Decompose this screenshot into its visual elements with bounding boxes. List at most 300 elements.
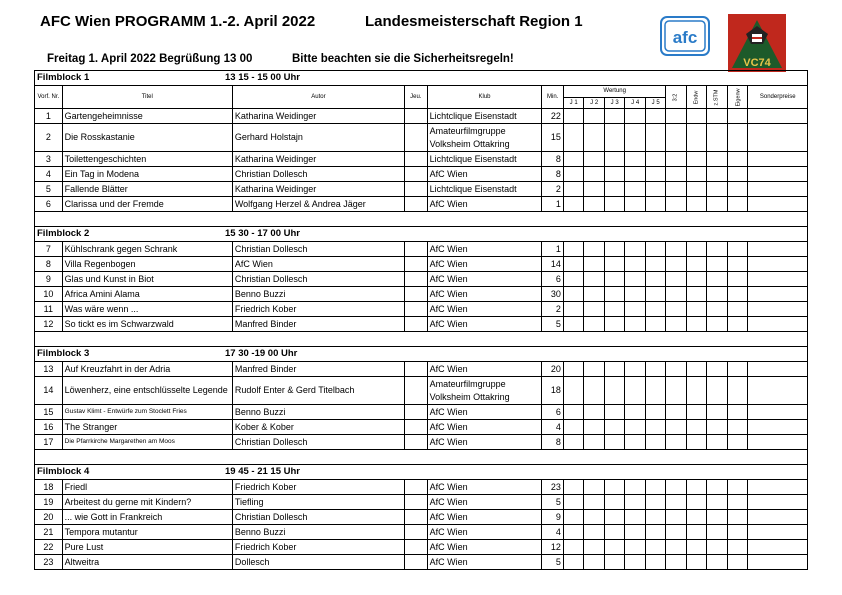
score-cell: [625, 317, 646, 332]
col-sonder-header: Sonderpreise: [748, 86, 808, 109]
film-jeu: [405, 242, 428, 257]
score-cell: [666, 317, 687, 332]
film-title: Gartengeheimnisse: [62, 109, 232, 124]
score-cell: [727, 182, 748, 197]
film-row: [35, 362, 808, 377]
score-cell: [666, 525, 687, 540]
score-cell: [686, 405, 707, 420]
score-cell: [563, 124, 584, 152]
score-cell: [727, 377, 748, 405]
score-cell: [584, 435, 605, 450]
score-cell: [666, 182, 687, 197]
score-cell: [707, 495, 728, 510]
score-cell: [604, 287, 625, 302]
filmblock-name: [35, 465, 428, 480]
film-min: 9: [542, 510, 564, 525]
score-cell: [707, 525, 728, 540]
filmblock-header: [35, 71, 808, 86]
col-j4-header: J 4: [625, 97, 646, 109]
score-cell: [645, 405, 666, 420]
film-nr: 20: [35, 510, 63, 525]
score-cell: [727, 555, 748, 570]
score-cell: [666, 109, 687, 124]
score-cell: [666, 510, 687, 525]
col-club-header: Klub: [427, 86, 542, 109]
score-cell: [707, 555, 728, 570]
film-min: 4: [542, 420, 564, 435]
score-cell: [645, 510, 666, 525]
score-cell: [604, 242, 625, 257]
filmblock-name: [35, 347, 428, 362]
score-cell: [645, 525, 666, 540]
film-row: [35, 525, 808, 540]
score-cell: [707, 182, 728, 197]
score-cell: [748, 377, 808, 405]
film-author: Rudolf Enter & Gerd Titelbach: [232, 377, 404, 405]
score-cell: [748, 405, 808, 420]
film-nr: 8: [35, 257, 63, 272]
film-author: Gerhard Holstajn: [232, 124, 404, 152]
score-cell: [748, 510, 808, 525]
score-cell: [748, 525, 808, 540]
filmblock-label: Filmblock 3: [37, 348, 90, 359]
film-min: 2: [542, 302, 564, 317]
block-spacer: [35, 450, 808, 465]
film-author: Manfred Binder: [232, 362, 404, 377]
score-cell: [645, 362, 666, 377]
score-cell: [727, 362, 748, 377]
score-cell: [707, 480, 728, 495]
score-cell: [686, 257, 707, 272]
score-cell: [748, 495, 808, 510]
score-cell: [563, 495, 584, 510]
score-cell: [563, 257, 584, 272]
score-cell: [666, 540, 687, 555]
score-cell: [666, 495, 687, 510]
film-min: 1: [542, 197, 564, 212]
score-cell: [625, 362, 646, 377]
col-author-header: Autor: [232, 86, 404, 109]
film-title: Die Rosskastanie: [62, 124, 232, 152]
score-cell: [625, 480, 646, 495]
score-cell: [625, 302, 646, 317]
film-title: Altweitra: [62, 555, 232, 570]
film-row: [35, 540, 808, 555]
film-nr: 4: [35, 167, 63, 182]
filmblock-spacer: [427, 465, 807, 480]
film-jeu: [405, 435, 428, 450]
filmblock-time: 17 30 -19 00 Uhr: [225, 348, 298, 359]
film-row: [35, 167, 808, 182]
score-cell: [666, 167, 687, 182]
score-cell: [563, 167, 584, 182]
filmblock-label: Filmblock 4: [37, 466, 90, 477]
page-title: AFC Wien PROGRAMM 1.-2. April 2022: [40, 13, 316, 30]
score-cell: [707, 197, 728, 212]
score-cell: [584, 109, 605, 124]
score-cell: [563, 317, 584, 332]
film-jeu: [405, 152, 428, 167]
score-cell: [666, 197, 687, 212]
film-row: [35, 405, 808, 420]
score-cell: [748, 257, 808, 272]
score-cell: [645, 152, 666, 167]
film-club: Lichtclique Eisenstadt: [427, 182, 542, 197]
score-cell: [563, 242, 584, 257]
film-jeu: [405, 317, 428, 332]
film-nr: 5: [35, 182, 63, 197]
score-cell: [707, 317, 728, 332]
col-jeu-header: Jeu.: [405, 86, 428, 109]
film-author: Benno Buzzi: [232, 525, 404, 540]
film-author: Katharina Weidinger: [232, 109, 404, 124]
score-cell: [563, 540, 584, 555]
score-cell: [563, 525, 584, 540]
score-cell: [645, 540, 666, 555]
score-cell: [625, 495, 646, 510]
score-cell: [686, 495, 707, 510]
film-row: [35, 242, 808, 257]
score-cell: [563, 510, 584, 525]
film-author: Benno Buzzi: [232, 287, 404, 302]
column-header-row: [35, 86, 808, 98]
score-cell: [625, 272, 646, 287]
film-jeu: [405, 420, 428, 435]
film-club: Amateurfilmgruppe Volksheim Ottakring: [427, 124, 542, 152]
film-min: 6: [542, 272, 564, 287]
score-cell: [666, 362, 687, 377]
score-cell: [563, 480, 584, 495]
score-cell: [727, 525, 748, 540]
film-min: 23: [542, 480, 564, 495]
spacer-cell: [35, 450, 808, 465]
film-title: Pure Lust: [62, 540, 232, 555]
score-cell: [604, 152, 625, 167]
col-endw-label: Endw: [693, 90, 700, 104]
score-cell: [584, 272, 605, 287]
film-nr: 22: [35, 540, 63, 555]
page-subtitle: Landesmeisterschaft Region 1: [365, 13, 583, 30]
film-title: Was wäre wenn ...: [62, 302, 232, 317]
film-author: Friedrich Kober: [232, 480, 404, 495]
film-club: AfC Wien: [427, 525, 542, 540]
score-cell: [604, 377, 625, 405]
score-cell: [584, 495, 605, 510]
score-cell: [604, 405, 625, 420]
film-title: Africa Amini Alama: [62, 287, 232, 302]
score-cell: [748, 167, 808, 182]
score-cell: [727, 540, 748, 555]
col-j2-header: J 2: [584, 97, 605, 109]
film-jeu: [405, 197, 428, 212]
film-nr: 21: [35, 525, 63, 540]
film-jeu: [405, 510, 428, 525]
film-nr: 17: [35, 435, 63, 450]
score-cell: [727, 287, 748, 302]
film-jeu: [405, 302, 428, 317]
film-author: Katharina Weidinger: [232, 182, 404, 197]
film-title: Glas und Kunst in Biot: [62, 272, 232, 287]
score-cell: [666, 152, 687, 167]
film-author: Christian Dollesch: [232, 435, 404, 450]
film-row: [35, 272, 808, 287]
film-row: [35, 124, 808, 152]
film-min: 5: [542, 317, 564, 332]
film-nr: 6: [35, 197, 63, 212]
score-cell: [686, 480, 707, 495]
score-cell: [686, 510, 707, 525]
score-cell: [727, 480, 748, 495]
score-cell: [645, 182, 666, 197]
score-cell: [748, 435, 808, 450]
film-title: Auf Kreuzfahrt in der Adria: [62, 362, 232, 377]
block-spacer: [35, 212, 808, 227]
score-cell: [748, 555, 808, 570]
score-cell: [584, 182, 605, 197]
film-min: 2: [542, 182, 564, 197]
score-cell: [748, 272, 808, 287]
score-cell: [563, 287, 584, 302]
score-cell: [686, 377, 707, 405]
day-line: Freitag 1. April 2022 Begrüßung 13 00: [47, 53, 253, 65]
film-row: [35, 257, 808, 272]
film-nr: 15: [35, 405, 63, 420]
film-author: Manfred Binder: [232, 317, 404, 332]
filmblock-header: [35, 465, 808, 480]
score-cell: [563, 555, 584, 570]
film-author: Dollesch: [232, 555, 404, 570]
score-cell: [584, 525, 605, 540]
score-cell: [584, 152, 605, 167]
score-cell: [584, 197, 605, 212]
film-min: 4: [542, 525, 564, 540]
film-jeu: [405, 182, 428, 197]
film-jeu: [405, 540, 428, 555]
filmblock-spacer: [427, 227, 807, 242]
score-cell: [727, 420, 748, 435]
film-title: Fallende Blätter: [62, 182, 232, 197]
score-cell: [707, 257, 728, 272]
score-cell: [686, 109, 707, 124]
score-cell: [604, 362, 625, 377]
score-cell: [584, 257, 605, 272]
film-min: 8: [542, 152, 564, 167]
score-cell: [604, 510, 625, 525]
filmblock-header: [35, 347, 808, 362]
filmblock-spacer: [427, 347, 807, 362]
block-spacer: [35, 332, 808, 347]
film-min: 5: [542, 495, 564, 510]
film-jeu: [405, 257, 428, 272]
score-cell: [748, 540, 808, 555]
score-cell: [563, 302, 584, 317]
film-min: 12: [542, 540, 564, 555]
score-cell: [707, 272, 728, 287]
score-cell: [686, 302, 707, 317]
vc-logo: [728, 14, 786, 72]
film-min: 8: [542, 435, 564, 450]
score-cell: [645, 109, 666, 124]
score-cell: [707, 152, 728, 167]
film-min: 1: [542, 242, 564, 257]
score-cell: [625, 287, 646, 302]
film-club: AfC Wien: [427, 257, 542, 272]
score-cell: [563, 182, 584, 197]
score-cell: [727, 272, 748, 287]
score-cell: [584, 377, 605, 405]
score-cell: [645, 420, 666, 435]
film-club: AfC Wien: [427, 167, 542, 182]
score-cell: [625, 109, 646, 124]
score-cell: [707, 420, 728, 435]
filmblock-header: [35, 227, 808, 242]
score-cell: [707, 287, 728, 302]
col-stm-label: z.STM: [713, 89, 720, 105]
score-cell: [666, 272, 687, 287]
score-cell: [604, 182, 625, 197]
score-cell: [645, 242, 666, 257]
score-cell: [584, 480, 605, 495]
score-cell: [604, 480, 625, 495]
film-author: Christian Dollesch: [232, 167, 404, 182]
score-cell: [707, 302, 728, 317]
score-cell: [625, 124, 646, 152]
score-cell: [727, 510, 748, 525]
score-cell: [666, 257, 687, 272]
film-author: Benno Buzzi: [232, 405, 404, 420]
film-nr: 18: [35, 480, 63, 495]
film-jeu: [405, 362, 428, 377]
col-nr-header: Vorf. Nr.: [35, 86, 63, 109]
score-cell: [686, 167, 707, 182]
film-nr: 10: [35, 287, 63, 302]
film-min: 5: [542, 555, 564, 570]
film-title: ... wie Gott in Frankreich: [62, 510, 232, 525]
score-cell: [604, 272, 625, 287]
film-nr: 2: [35, 124, 63, 152]
score-cell: [604, 420, 625, 435]
film-jeu: [405, 272, 428, 287]
score-cell: [645, 197, 666, 212]
score-cell: [563, 405, 584, 420]
film-nr: 7: [35, 242, 63, 257]
score-cell: [645, 495, 666, 510]
score-cell: [666, 287, 687, 302]
film-club: AfC Wien: [427, 540, 542, 555]
score-cell: [584, 124, 605, 152]
score-cell: [584, 510, 605, 525]
score-cell: [604, 257, 625, 272]
film-row: [35, 302, 808, 317]
spacer-cell: [35, 212, 808, 227]
score-cell: [625, 555, 646, 570]
film-author: Wolfgang Herzel & Andrea Jäger: [232, 197, 404, 212]
score-cell: [707, 167, 728, 182]
film-club: AfC Wien: [427, 510, 542, 525]
film-nr: 13: [35, 362, 63, 377]
score-cell: [645, 257, 666, 272]
score-cell: [584, 405, 605, 420]
film-club: Lichtclique Eisenstadt: [427, 152, 542, 167]
score-cell: [727, 152, 748, 167]
film-title: Löwenherz, eine entschlüsselte Legende: [62, 377, 232, 405]
score-cell: [686, 272, 707, 287]
score-cell: [686, 317, 707, 332]
film-jeu: [405, 555, 428, 570]
film-club: AfC Wien: [427, 362, 542, 377]
col-eigenw-header: [727, 86, 748, 109]
score-cell: [563, 152, 584, 167]
score-cell: [686, 435, 707, 450]
afc-logo-text: afc: [672, 28, 698, 47]
col-stm-header: [707, 86, 728, 109]
film-nr: 1: [35, 109, 63, 124]
film-jeu: [405, 525, 428, 540]
score-cell: [584, 287, 605, 302]
score-cell: [625, 242, 646, 257]
film-title: Gustav Klimt - Entwürfe zum Stoclett Fries: [62, 405, 232, 420]
score-cell: [604, 540, 625, 555]
score-cell: [748, 420, 808, 435]
score-cell: [707, 109, 728, 124]
score-cell: [604, 435, 625, 450]
film-club: AfC Wien: [427, 287, 542, 302]
score-cell: [604, 109, 625, 124]
score-cell: [666, 124, 687, 152]
score-cell: [748, 362, 808, 377]
score-cell: [584, 302, 605, 317]
score-cell: [563, 362, 584, 377]
film-title: Tempora mutantur: [62, 525, 232, 540]
film-club: AfC Wien: [427, 272, 542, 287]
score-cell: [604, 555, 625, 570]
film-club: AfC Wien: [427, 435, 542, 450]
score-cell: [584, 242, 605, 257]
film-nr: 11: [35, 302, 63, 317]
film-author: Christian Dollesch: [232, 242, 404, 257]
film-min: 14: [542, 257, 564, 272]
film-min: 30: [542, 287, 564, 302]
score-cell: [584, 317, 605, 332]
film-row: [35, 495, 808, 510]
score-cell: [686, 420, 707, 435]
film-min: 15: [542, 124, 564, 152]
film-club: AfC Wien: [427, 242, 542, 257]
film-jeu: [405, 124, 428, 152]
score-cell: [707, 510, 728, 525]
score-cell: [604, 302, 625, 317]
film-jeu: [405, 377, 428, 405]
film-title: Arbeitest du gerne mit Kindern?: [62, 495, 232, 510]
score-cell: [625, 420, 646, 435]
score-cell: [666, 377, 687, 405]
score-cell: [748, 124, 808, 152]
film-author: Friedrich Kober: [232, 540, 404, 555]
score-cell: [604, 525, 625, 540]
film-jeu: [405, 167, 428, 182]
col-c32-label: 3:2: [672, 93, 679, 101]
col-wertung-header: Wertung: [563, 86, 666, 98]
score-cell: [563, 272, 584, 287]
score-cell: [645, 377, 666, 405]
vc-logo-text: VC74: [743, 57, 771, 69]
score-cell: [625, 510, 646, 525]
col-c32-header: [666, 86, 687, 109]
score-cell: [727, 197, 748, 212]
score-cell: [584, 420, 605, 435]
film-nr: 16: [35, 420, 63, 435]
score-cell: [645, 124, 666, 152]
